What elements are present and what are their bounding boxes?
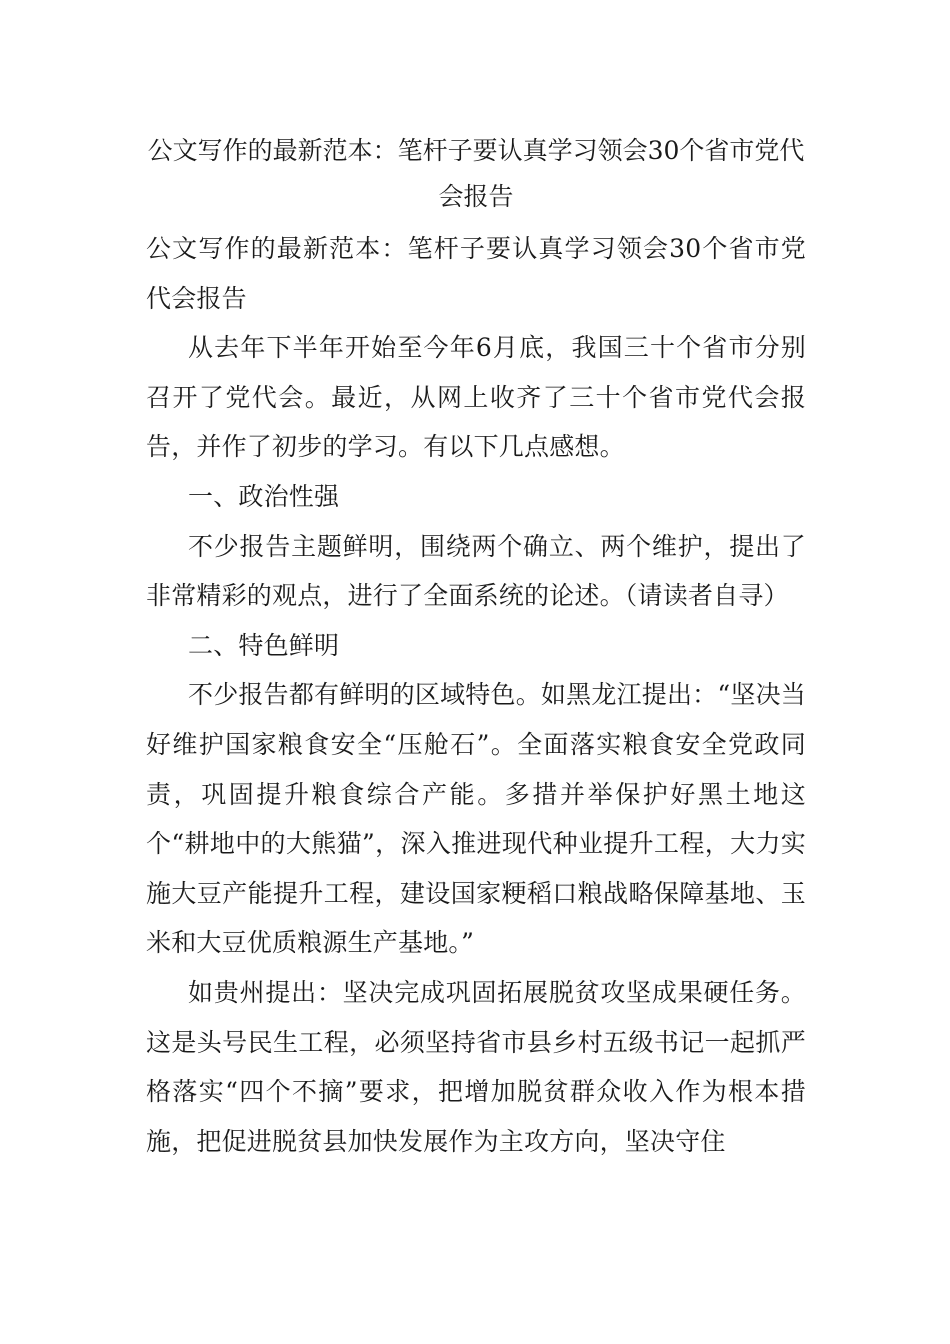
heading-section-1: 一、政治性强 <box>188 481 340 511</box>
paragraph-heilongjiang: 不少报告都有鲜明的区域特色。如黑龙江提出：“坚决当好维护国家粮食安全“压舱石”。全面落实粮食安全党政同责，巩固提升粮食综合产能。多措并举保护好黑土地这个“耕地中的大熊猫”，深入推进现代种业提升工程，大力实施大豆产能提升工程，建设国家粳稻口粮战略保障基地、玉米和大豆优质粮源生产基地。” <box>146 680 806 958</box>
paragraph-section-1: 不少报告主题鲜明，围绕两个确立、两个维护，提出了非常精彩的观点，进行了全面系统的论述。（请读者自寻） <box>146 531 806 611</box>
paragraph-guizhou: 如贵州提出：坚决完成巩固拓展脱贫攻坚成果硬任务。这是头号民生工程，必须坚持省市县乡村五级书记一起抓严格落实“四个不摘”要求，把增加脱贫群众收入作为根本措施，把促进脱贫县加快发展作为主攻方向，坚决守住 <box>146 977 806 1156</box>
document-title: 公文写作的最新范本：笔杆子要认真学习领会30个省市党代会报告 <box>147 136 805 211</box>
heading-section-2: 二、特色鲜明 <box>188 630 340 660</box>
document-page <box>146 128 806 1166</box>
paragraph-intro: 从去年下半年开始至今年6月底，我国三十个省市分别召开了党代会。最近，从网上收齐了三十个省市党代会报告，并作了初步的学习。有以下几点感想。 <box>146 333 806 462</box>
paragraph-repeated-title: 公文写作的最新范本：笔杆子要认真学习领会30个省市党代会报告 <box>146 234 806 313</box>
